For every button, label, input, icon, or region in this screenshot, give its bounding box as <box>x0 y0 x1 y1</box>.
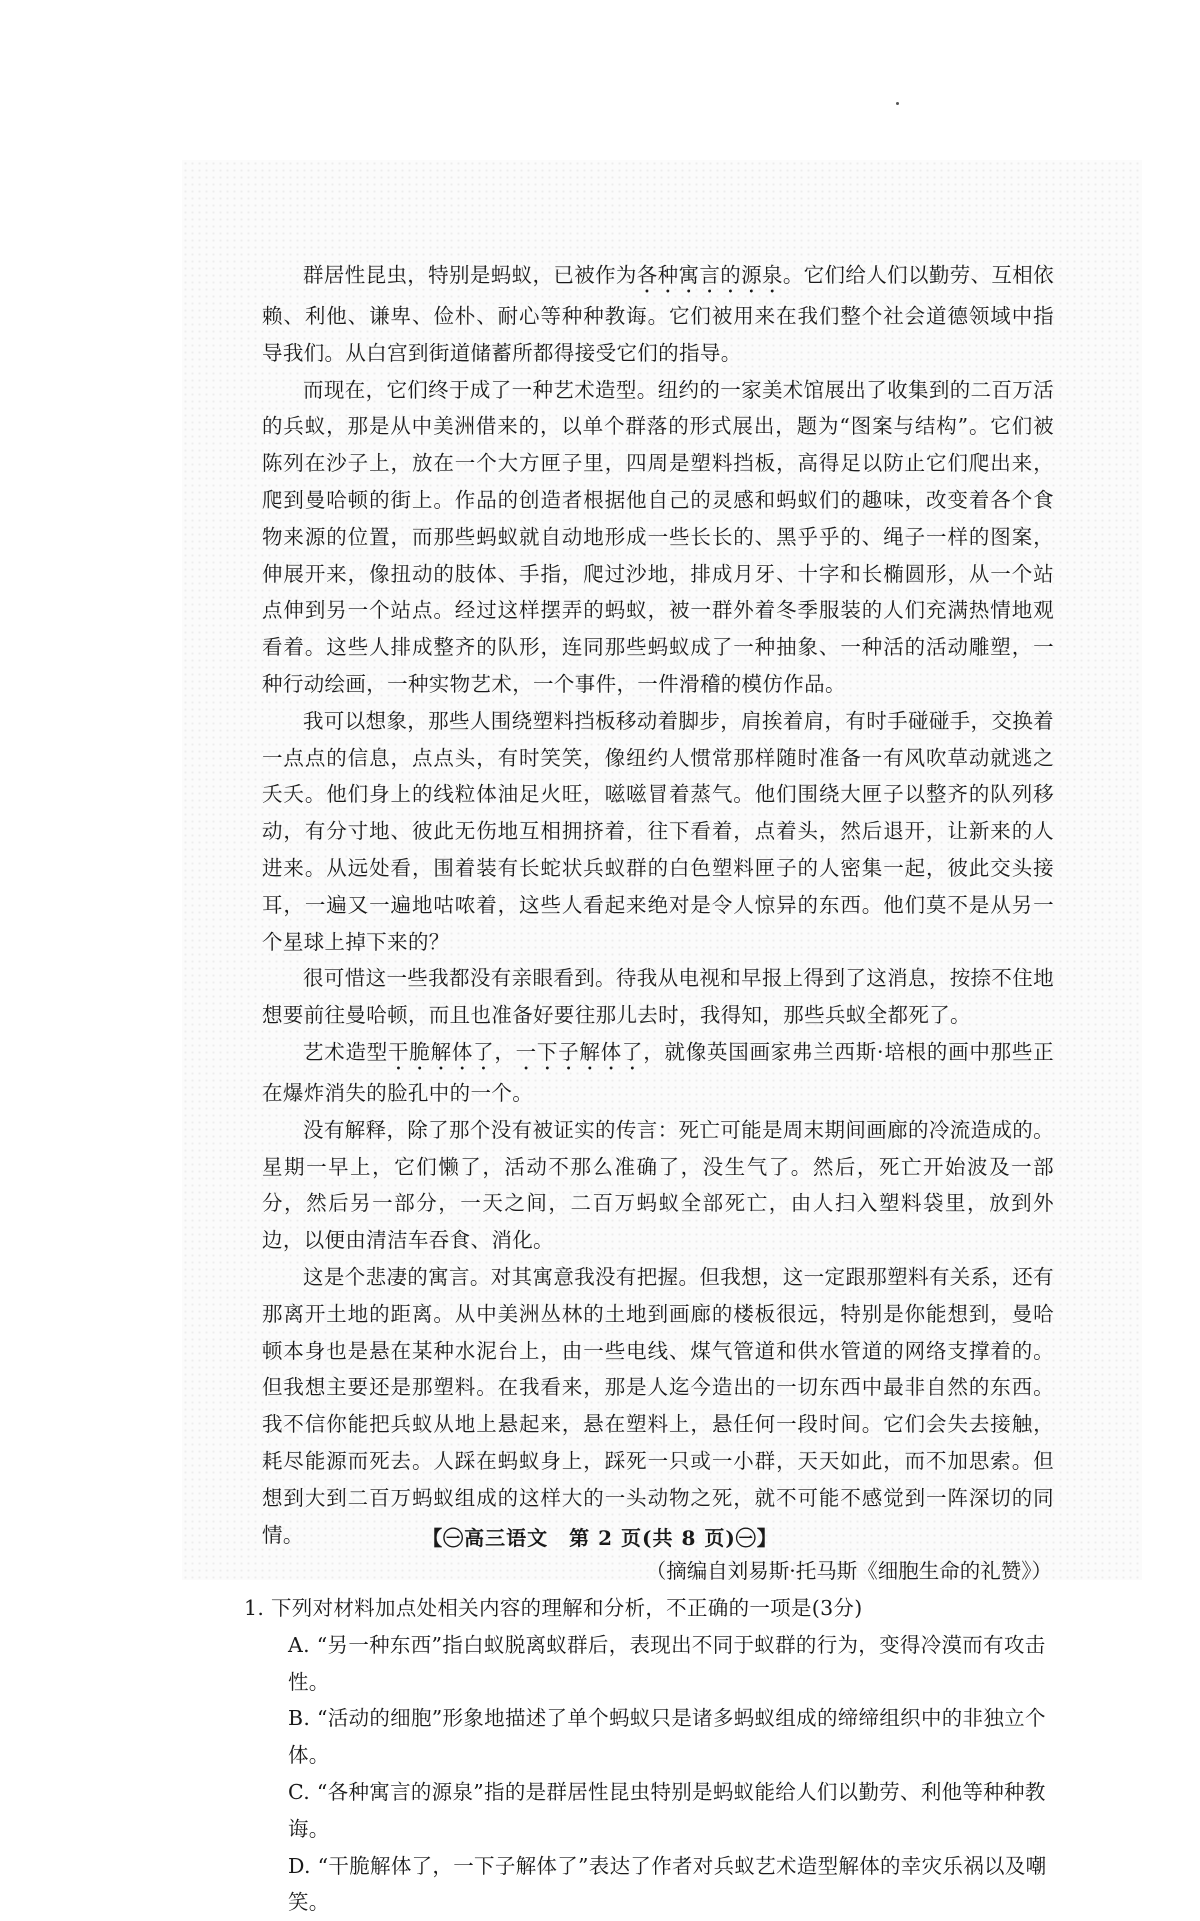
paragraph-1 <box>262 257 1054 372</box>
paragraph-4 <box>262 960 1054 1034</box>
paragraph-7 <box>262 1259 1054 1553</box>
paragraph-2 <box>262 372 1054 703</box>
p7-text: 这是个悲凄的寓言。对其寓意我没有把握。但我想，这一定跟那塑料有关系，还有那离开土地的距离。从中美洲丛林的土地到画廊的楼板很远，特别是你能想到，曼哈顿本身也是悬在某种水泥台上，由一些电线、煤气管道和供水管道的网络支撑着的。但我想主要还是那塑料。在我看来，那是人迄今造出的一切东西中最非自然的东西。我不信你能把兵蚁从地上悬起来，悬在塑料上，悬任何一段时间。它们会失去接触，耗尽能源而死去。人踩在蚂蚁身上，踩死一只或一小群，天天如此，而不加思索。但想到大到二百万蚂蚁组成的这样大的一头动物之死，就不可能不感觉到一阵深切的同情。 <box>262 1264 1054 1547</box>
p4-text: 很可惜这一些我都没有亲眼看到。待我从电视和早报上得到了这消息，按捺不住地想要前往曼哈顿，而且也准备好要往那儿去时，我得知，那些兵蚁全都死了。 <box>262 966 1054 1028</box>
question-stem: 1. 下列对材料加点处相关内容的理解和分析，不正确的一项是(3分) <box>244 1596 863 1621</box>
paragraph-3 <box>262 703 1054 961</box>
scan-speck <box>896 102 899 105</box>
paragraph-5 <box>262 1034 1054 1112</box>
page-footer: 【㊀高三语文 第 2 页(共 8 页)㊀】 <box>422 1526 778 1550</box>
p5-text-b: ，就像英国画家弗兰西斯·培根的画中那些正在爆炸消失的脸孔中的一个。 <box>262 1039 1055 1105</box>
p1-text-b: 。它们给人们以勤劳、互相依赖、利他、谦卑、俭朴、耐心等种种教诲。它们被用来在我们整个社会道德领域中指导我们。从白宫到街道储蓄所都得接受它们的指导。 <box>262 263 1054 365</box>
p3-text: 我可以想象，那些人围绕塑料挡板移动着脚步，肩挨着肩，有时手碰碰手，交换着一点点的信息，点点头，有时笑笑，像纽约人惯常那样随时准备一有风吹草动就逃之夭夭。他们身上的线粒体油足火旺，嗞嗞冒着蒸气。他们围绕大匣子以整齐的队列移动，有分寸地、彼此无伤地互相拥挤着，往下看着，点着头，然后退开，让新来的人进来。从远处看，围着装有长蛇状兵蚁群的白色塑料匣子的人密集一起，彼此交头接耳，一遍又一遍地咕哝着，这些人看起来绝对是令人惊异的东西。他们莫不是从另一个星球上掉下来的？ <box>262 708 1054 954</box>
p2-text: 而现在，它们终于成了一种艺术造型。纽约的一家美术馆展出了收集到的二百万活的兵蚁，那是从中美洲借来的，以单个群落的形式展出，题为“图案与结构”。它们被陈列在沙子上，放在一个大方匣子里，四周是塑料挡板，高得足以防止它们爬出来，爬到曼哈顿的街上。作品的创造者根据他自己的灵感和蚂蚁们的趣味，改变着各个食物来源的位置，而那些蚂蚁就自动地形成一些长长的、黑乎乎的、绳子一样的图案，伸展开来，像扭动的肢体、手指，爬过沙地，排成月牙、十字和长椭圆形，从一个站点伸到另一个站点。经过这样摆弄的蚂蚁，被一群外着冬季服装的人们充满热情地观看着。这些人排成整齐的队形，连同那些蚂蚁成了一种抽象、一种活的活动雕塑，一种行动绘画，一种实物艺术，一个事件，一件滑稽的模仿作品。 <box>262 377 1054 696</box>
source-citation: （摘编自刘易斯·托马斯《细胞生命的礼赞》） <box>645 1559 1052 1584</box>
paragraph-6 <box>262 1112 1054 1259</box>
option-b: B. “活动的细胞”形象地描述了单个蚂蚁只是诸多蚂蚁组成的缔缔组织中的非独立个体。 <box>288 1706 1046 1768</box>
option-a: A. “另一种东西”指白蚁脱离蚁群后，表现出不同于蚁群的行为，变得冷漠而有攻击性。 <box>288 1632 1046 1694</box>
option-c: C. “各种寓言的源泉”指的是群居性昆虫特别是蚂蚁能给人们以勤劳、利他等种种教诲。 <box>288 1780 1046 1841</box>
p5-text-a: 艺术造型 <box>303 1039 389 1064</box>
p6-text: 没有解释，除了那个没有被证实的传言：死亡可能是周末期间画廊的冷流造成的。星期一早上，它们懒了，活动不那么准确了，没生气了。然后，死亡开始波及一部分，然后另一部分，一天之间，二百万蚂蚁全部死亡，由人扫入塑料袋里，放到外边，以便由清洁车吞食、消化。 <box>262 1117 1054 1253</box>
p1-emphasis: 各种寓言的源泉 <box>636 263 783 287</box>
p5-emphasis: 干脆解体了，一下子解体了 <box>388 1039 644 1064</box>
option-d: D. “干脆解体了，一下子解体了”表达了作者对兵蚁艺术造型解体的幸灾乐祸以及嘲笑。 <box>288 1853 1047 1915</box>
article-body <box>244 257 1055 1921</box>
p1-text-a: 群居性昆虫，特别是蚂蚁，已被作为 <box>303 263 637 287</box>
